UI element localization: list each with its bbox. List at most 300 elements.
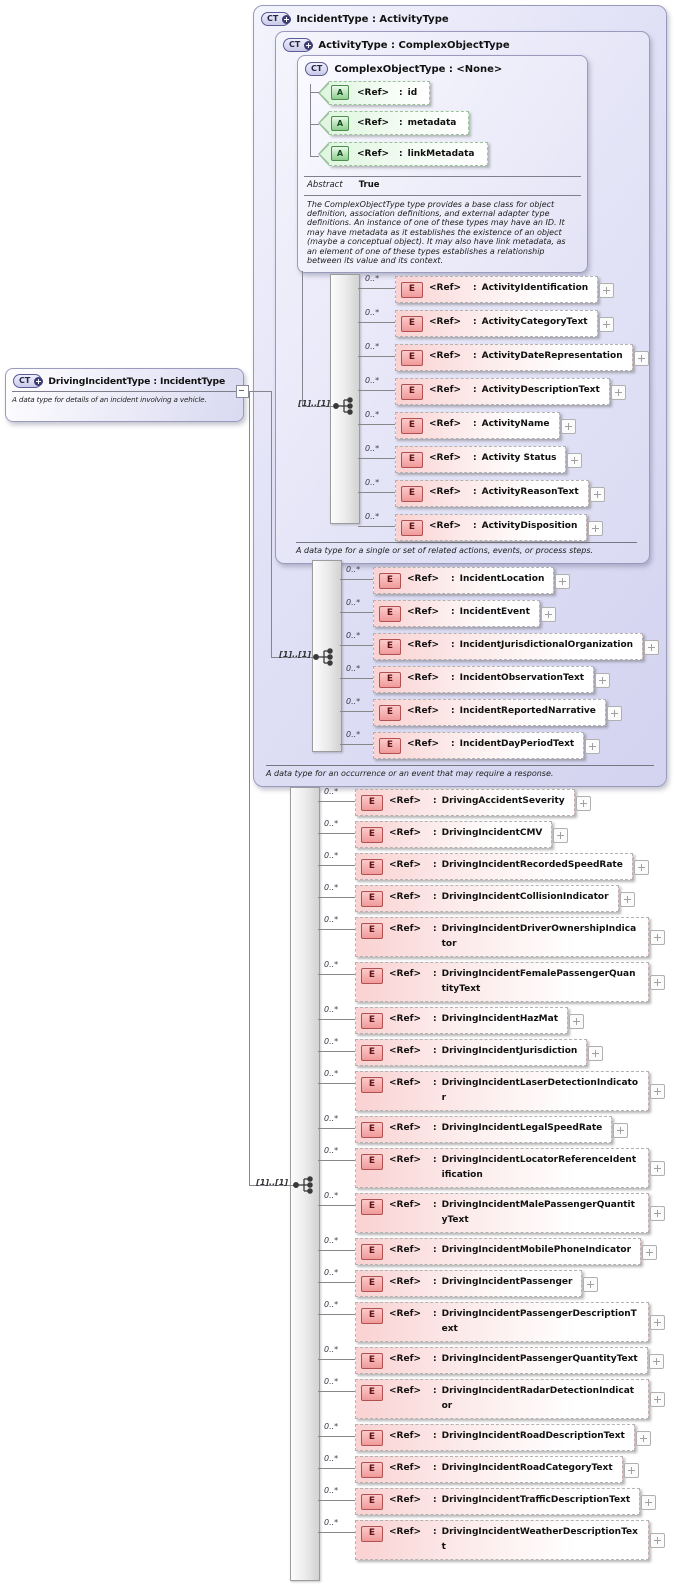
driving-element-list [318, 789, 668, 1560]
cardinality-label: 0..* [324, 1005, 339, 1014]
element[interactable] [355, 1456, 623, 1483]
cardinality-label: 0..* [365, 308, 380, 317]
element-row [358, 276, 598, 303]
element-name: DrivingIncidentHazMat [441, 1014, 559, 1024]
colon: : [433, 1463, 437, 1473]
cardinality-label: 0..* [324, 1345, 339, 1354]
colon: : [433, 1155, 437, 1165]
element-name: DrivingIncidentLocatorReferenceIdentification [441, 1155, 637, 1180]
element-icon: E [401, 282, 423, 298]
element-ref: <Ref> [407, 640, 440, 650]
element-icon: E [361, 923, 383, 939]
complex-object-type-title: ComplexObjectType : <None> [334, 63, 503, 75]
element-icon: E [379, 738, 401, 754]
plus-icon [282, 15, 291, 24]
element-ref: <Ref> [389, 892, 422, 902]
expand-icon[interactable] [561, 419, 576, 434]
element-name: DrivingIncidentRoadCategoryText [441, 1463, 613, 1473]
element-name: DrivingIncidentMobilePhoneIndicator [441, 1245, 632, 1255]
ct-badge-label: CT [311, 64, 323, 73]
element-name: DrivingIncidentCMV [441, 828, 543, 838]
element-ref: <Ref> [389, 1200, 422, 1210]
colon: : [473, 351, 477, 361]
attribute[interactable] [329, 111, 469, 135]
element-row [318, 885, 619, 912]
element-name: DrivingIncidentPassengerDescriptionText [441, 1309, 637, 1334]
colon: : [433, 1046, 437, 1056]
abstract-value: True [358, 179, 380, 190]
element-name: ActivityIdentification [481, 283, 589, 293]
element-name: ActivityDisposition [481, 521, 578, 531]
element-icon: E [361, 1430, 383, 1446]
attribute-name: metadata [407, 118, 457, 128]
attribute-row [319, 80, 430, 105]
element[interactable] [355, 1039, 587, 1066]
element-ref: <Ref> [389, 1277, 422, 1287]
element-row [358, 344, 633, 371]
element-row [358, 446, 566, 473]
element[interactable] [355, 1116, 612, 1143]
expand-icon[interactable] [650, 975, 665, 990]
element[interactable] [395, 514, 587, 541]
expand-icon[interactable] [650, 1084, 665, 1099]
expand-icon[interactable] [599, 317, 614, 332]
expand-icon[interactable] [634, 351, 649, 366]
element-ref: <Ref> [429, 385, 462, 395]
colon: : [433, 1354, 437, 1364]
element-icon: E [361, 968, 383, 984]
attribute-icon: A [331, 85, 349, 100]
attribute-ref: <Ref> [357, 148, 390, 159]
expand-icon[interactable] [650, 1161, 665, 1176]
element-icon: E [401, 384, 423, 400]
element-icon: E [361, 1199, 383, 1215]
cardinality-label: 0..* [365, 410, 380, 419]
element[interactable] [355, 1270, 582, 1297]
ct-badge-label: CT [289, 40, 301, 49]
element-name: IncidentJurisdictionalOrganization [459, 640, 634, 650]
element-name: DrivingIncidentJurisdiction [441, 1046, 578, 1056]
element[interactable] [355, 1148, 649, 1188]
colon: : [433, 1277, 437, 1287]
cardinality-label: 0..* [365, 512, 380, 521]
expand-icon[interactable] [567, 453, 582, 468]
element-ref: <Ref> [429, 487, 462, 497]
colon: : [473, 385, 477, 395]
cardinality-label: 0..* [324, 1114, 339, 1123]
element-ref: <Ref> [389, 1155, 422, 1165]
element-row [358, 514, 587, 541]
element-ref: <Ref> [389, 796, 422, 806]
element-ref: <Ref> [407, 607, 440, 617]
plus-icon [304, 41, 313, 50]
element-name: ActivityName [481, 419, 550, 429]
cardinality-label: 0..* [324, 1300, 339, 1309]
colon: : [399, 87, 403, 98]
colon: : [433, 860, 437, 870]
cardinality-label: 0..* [365, 444, 380, 453]
driving-incident-type-header [6, 369, 243, 388]
element[interactable] [395, 480, 589, 507]
complex-object-type-header [298, 56, 587, 76]
attribute-name: id [407, 87, 418, 98]
driving-incident-type-description: A data type for details of an incident involving a vehicle. [12, 395, 207, 404]
cardinality-label: 0..* [324, 960, 339, 969]
element-row [318, 1456, 623, 1483]
expand-icon[interactable] [642, 1245, 657, 1260]
element-icon: E [401, 452, 423, 468]
element-ref: <Ref> [407, 574, 440, 584]
element[interactable] [355, 917, 649, 957]
cardinality-label: 0..* [324, 1454, 339, 1463]
element[interactable] [355, 1488, 640, 1515]
cardinality-label: 0..* [365, 342, 380, 351]
sequence-cardinality: [1]..[1] [279, 650, 311, 659]
element-name: DrivingAccidentSeverity [441, 796, 565, 806]
element-row [318, 1071, 649, 1111]
connector-line [310, 84, 311, 156]
expand-icon[interactable] [541, 607, 556, 622]
element[interactable] [373, 666, 594, 693]
attribute-icon: A [331, 116, 349, 131]
colon: : [473, 453, 477, 463]
cardinality-label: 0..* [324, 1268, 339, 1277]
expand-icon[interactable] [599, 283, 614, 298]
complex-type-plus-icon [13, 374, 42, 388]
element-icon: E [361, 859, 383, 875]
attribute-ref: <Ref> [357, 118, 390, 128]
element-ref: <Ref> [429, 453, 462, 463]
colon: : [399, 118, 403, 128]
attribute-row [319, 111, 469, 136]
cardinality-label: 0..* [324, 1191, 339, 1200]
element[interactable] [395, 378, 610, 405]
element-name: IncidentLocation [459, 574, 545, 584]
element-name: Activity Status [481, 453, 557, 463]
colon: : [433, 1200, 437, 1210]
expand-icon[interactable] [650, 1533, 665, 1548]
element[interactable] [355, 1302, 649, 1342]
element[interactable] [395, 446, 566, 473]
element-row [318, 821, 552, 848]
element-ref: <Ref> [389, 1354, 422, 1364]
element-name: IncidentReportedNarrative [459, 706, 596, 716]
element[interactable] [355, 1238, 641, 1265]
expand-icon[interactable] [590, 487, 605, 502]
activity-type-description: A data type for a single or set of related actions, events, or process steps. [296, 542, 637, 556]
activity-type-title: ActivityType : ComplexObjectType [318, 39, 510, 51]
expand-icon[interactable] [583, 1277, 598, 1292]
element-icon: E [361, 827, 383, 843]
attribute-name: linkMetadata [407, 148, 475, 159]
element-name: DrivingIncidentRecordedSpeedRate [441, 860, 623, 870]
element-ref: <Ref> [429, 317, 462, 327]
element-icon: E [361, 1154, 383, 1170]
colon: : [433, 1014, 437, 1024]
cardinality-label: 0..* [324, 915, 339, 924]
attribute-icon: A [331, 146, 349, 161]
element-row [340, 699, 606, 726]
cardinality-label: 0..* [324, 1236, 339, 1245]
cardinality-label: 0..* [324, 787, 339, 796]
element-icon: E [379, 573, 401, 589]
element-row [318, 1424, 635, 1451]
element[interactable] [373, 699, 606, 726]
element-name: DrivingIncidentFemalePassengerQuantityText [441, 969, 636, 994]
complex-type-icon [305, 62, 328, 76]
cardinality-label: 0..* [346, 631, 361, 640]
cardinality-label: 0..* [324, 1377, 339, 1386]
element-name: IncidentObservationText [459, 673, 585, 683]
element-ref: <Ref> [429, 283, 462, 293]
colon: : [433, 1309, 437, 1319]
element-icon: E [361, 795, 383, 811]
element-ref: <Ref> [389, 924, 422, 934]
connector-line [247, 391, 271, 392]
sequence-icon [313, 647, 335, 667]
colon: : [433, 969, 437, 979]
element[interactable] [355, 853, 633, 880]
colon: : [433, 1123, 437, 1133]
expand-icon[interactable] [650, 930, 665, 945]
sequence-icon [333, 396, 355, 416]
incident-type-title: IncidentType : ActivityType [296, 13, 449, 25]
connector-line [310, 92, 319, 93]
element-ref: <Ref> [389, 1431, 422, 1441]
element-ref: <Ref> [389, 1309, 422, 1319]
element-icon: E [401, 316, 423, 332]
element-row [318, 1193, 649, 1233]
colon: : [473, 419, 477, 429]
colon: : [433, 796, 437, 806]
element-name: DrivingIncidentRoadDescriptionText [441, 1431, 625, 1441]
element-icon: E [379, 705, 401, 721]
element-row [318, 1270, 582, 1297]
expand-icon[interactable] [650, 1315, 665, 1330]
colon: : [433, 828, 437, 838]
attribute-ref: <Ref> [357, 87, 390, 98]
expand-icon[interactable] [607, 706, 622, 721]
connector-line [310, 124, 319, 125]
expand-icon[interactable] [576, 796, 591, 811]
element-row [358, 480, 589, 507]
element[interactable] [355, 962, 649, 1002]
element-ref: <Ref> [407, 706, 440, 716]
colon: : [473, 521, 477, 531]
expand-icon[interactable] [644, 640, 659, 655]
element-name: DrivingIncidentLaserDetectionIndicator [441, 1078, 639, 1103]
element-ref: <Ref> [389, 1245, 422, 1255]
attribute-row [319, 141, 488, 166]
element-ref: <Ref> [389, 1046, 422, 1056]
expand-icon[interactable] [613, 1123, 628, 1138]
expand-icon[interactable] [634, 860, 649, 875]
cardinality-label: 0..* [346, 697, 361, 706]
expand-icon[interactable] [553, 828, 568, 843]
element-icon: E [361, 1353, 383, 1369]
driving-incident-type-title: DrivingIncidentType : IncidentType [48, 375, 226, 387]
element[interactable] [355, 1071, 649, 1111]
element-icon: E [361, 1244, 383, 1260]
driving-incident-type-box [5, 368, 244, 422]
element[interactable] [395, 344, 633, 371]
complex-type-plus-icon [261, 12, 290, 26]
expand-icon[interactable] [588, 521, 603, 536]
activity-element-list [358, 276, 658, 541]
cardinality-label: 0..* [365, 478, 380, 487]
abstract-label: Abstract [307, 179, 343, 190]
expand-icon[interactable] [611, 385, 626, 400]
element[interactable] [355, 1007, 568, 1034]
element-name: IncidentDayPeriodText [459, 739, 575, 749]
element-name: DrivingIncidentDriverOwnershipIndicator [441, 924, 637, 949]
cardinality-label: 0..* [324, 851, 339, 860]
attribute-list [319, 80, 587, 166]
element-ref: <Ref> [389, 828, 422, 838]
expand-icon[interactable] [588, 1046, 603, 1061]
element-ref: <Ref> [389, 860, 422, 870]
activity-type-header [276, 32, 649, 52]
element[interactable] [395, 310, 598, 337]
expand-icon[interactable] [624, 1463, 639, 1478]
element-icon: E [361, 1526, 383, 1542]
incident-type-header [254, 6, 666, 26]
element-row [318, 1379, 649, 1419]
element-name: DrivingIncidentCollisionIndicator [441, 892, 609, 902]
cardinality-label: 0..* [324, 819, 339, 828]
colon: : [473, 283, 477, 293]
element-ref: <Ref> [389, 1123, 422, 1133]
element[interactable] [355, 821, 552, 848]
element-name: ActivityCategoryText [481, 317, 588, 327]
expand-icon[interactable] [595, 673, 610, 688]
expand-icon[interactable] [650, 1206, 665, 1221]
element-icon: E [401, 520, 423, 536]
element-icon: E [361, 1276, 383, 1292]
expand-icon[interactable] [585, 739, 600, 754]
element-row [318, 1302, 649, 1342]
element-ref: <Ref> [389, 1495, 422, 1505]
element[interactable] [355, 1379, 649, 1419]
ct-badge-label: CT [19, 376, 31, 385]
element[interactable] [373, 567, 554, 594]
collapse-handle[interactable] [236, 385, 249, 398]
element-row [318, 1488, 640, 1515]
colon: : [399, 148, 403, 159]
attribute[interactable] [329, 81, 430, 105]
element[interactable] [395, 412, 560, 439]
cardinality-label: 0..* [324, 1486, 339, 1495]
element-name: DrivingIncidentWeatherDescriptionText [441, 1527, 638, 1552]
element-icon: E [361, 1385, 383, 1401]
element-icon: E [401, 418, 423, 434]
element-row [318, 1007, 568, 1034]
element-ref: <Ref> [407, 739, 440, 749]
element-row [358, 310, 598, 337]
colon: : [451, 739, 455, 749]
cardinality-label: 0..* [365, 376, 380, 385]
element[interactable] [355, 1193, 649, 1233]
expand-icon[interactable] [620, 892, 635, 907]
element-row [318, 962, 649, 1002]
colon: : [451, 640, 455, 650]
cardinality-label: 0..* [346, 598, 361, 607]
cardinality-label: 0..* [324, 883, 339, 892]
element-ref: <Ref> [429, 351, 462, 361]
colon: : [433, 1431, 437, 1441]
cardinality-label: 0..* [346, 730, 361, 739]
expand-icon[interactable] [649, 1354, 664, 1369]
cardinality-label: 0..* [324, 1422, 339, 1431]
element-row [340, 732, 584, 759]
element-row [340, 600, 540, 627]
element-name: DrivingIncidentPassengerQuantityText [441, 1354, 638, 1364]
element[interactable] [355, 1520, 649, 1560]
plus-icon [34, 377, 43, 386]
element[interactable] [373, 732, 584, 759]
colon: : [451, 574, 455, 584]
element-ref: <Ref> [389, 1527, 422, 1537]
colon: : [433, 1245, 437, 1255]
element[interactable] [355, 1424, 635, 1451]
cardinality-label: 0..* [346, 664, 361, 673]
complex-object-type-description: The ComplexObjectType type provides a base class for object definition, association definitions, and external adapter type definitions. An instance of one of these types may have an ID. It may have metadata as it establishes the existence of an object (maybe a conceptual object). It may also have link metadata, as an element of one of these types establishes a relationship between its value and its context. [307, 199, 566, 265]
element-name: IncidentEvent [459, 607, 530, 617]
element-name: DrivingIncidentMalePassengerQuantityText [441, 1200, 635, 1225]
colon: : [433, 924, 437, 934]
element-row [318, 917, 649, 957]
expand-icon[interactable] [569, 1014, 584, 1029]
sequence-cardinality: [1]..[1] [298, 399, 330, 408]
element-name: ActivityDateRepresentation [481, 351, 623, 361]
element-row [340, 633, 643, 660]
sequence-icon [293, 1175, 315, 1195]
element[interactable] [355, 1347, 648, 1374]
colon: : [433, 1386, 437, 1396]
expand-icon[interactable] [555, 574, 570, 589]
expand-icon[interactable] [636, 1431, 651, 1446]
colon: : [433, 1495, 437, 1505]
incident-element-list [340, 567, 670, 759]
element[interactable] [373, 600, 540, 627]
expand-icon[interactable] [650, 1392, 665, 1407]
cardinality-label: 0..* [365, 274, 380, 283]
element-ref: <Ref> [389, 969, 422, 979]
cardinality-label: 0..* [324, 1146, 339, 1155]
element-row [318, 1520, 649, 1560]
element-name: DrivingIncidentRadarDetectionIndicator [441, 1386, 635, 1411]
abstract-row [298, 177, 587, 193]
colon: : [473, 487, 477, 497]
element-ref: <Ref> [429, 521, 462, 531]
element-row [340, 666, 594, 693]
colon: : [473, 317, 477, 327]
element-icon: E [379, 672, 401, 688]
attribute[interactable] [329, 142, 488, 166]
element[interactable] [373, 633, 643, 660]
expand-icon[interactable] [641, 1495, 656, 1510]
colon: : [451, 673, 455, 683]
cardinality-label: 0..* [324, 1069, 339, 1078]
cardinality-label: 0..* [324, 1518, 339, 1527]
element-icon: E [401, 486, 423, 502]
element[interactable] [355, 885, 619, 912]
element-row [358, 378, 610, 405]
element[interactable] [395, 276, 598, 303]
element-name: ActivityReasonText [481, 487, 579, 497]
element[interactable] [355, 789, 575, 816]
element-icon: E [379, 606, 401, 622]
